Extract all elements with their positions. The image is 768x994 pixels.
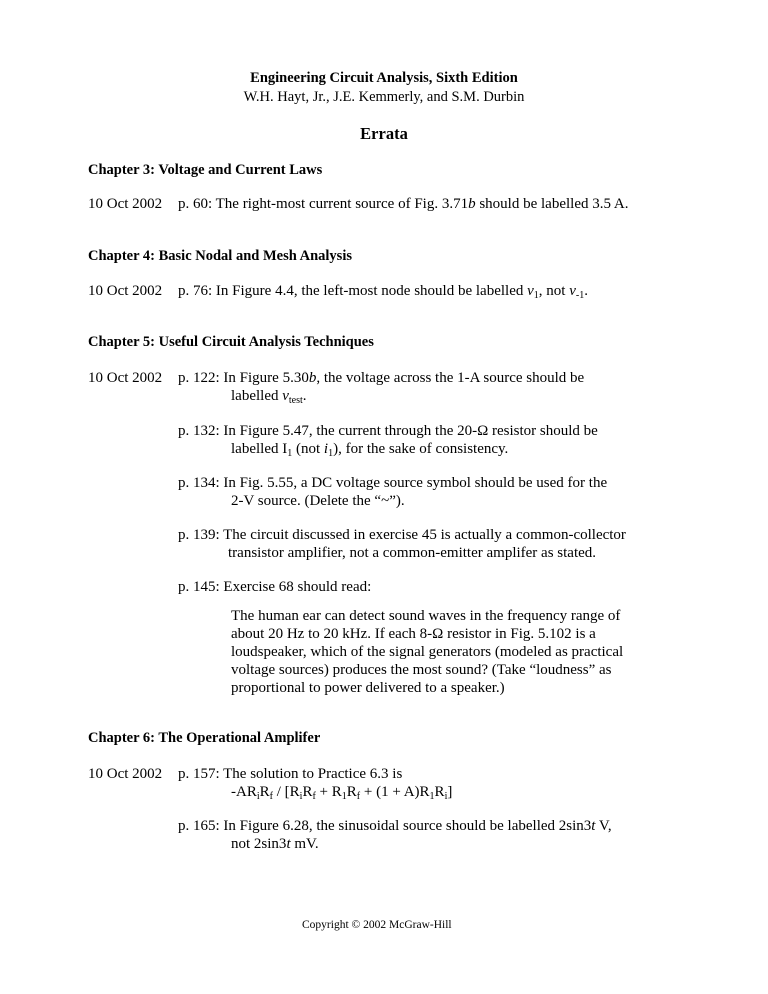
document-title: Engineering Circuit Analysis, Sixth Edition (250, 70, 518, 86)
variable: t (286, 836, 291, 852)
subscript: i (256, 791, 260, 802)
subscript: 1 (287, 448, 293, 459)
exercise-68-line-4: voltage sources) produces the most sound? (Take “loudness” as (231, 662, 612, 678)
ch6-date: 10 Oct 2002 (88, 766, 163, 782)
subscript: i (299, 791, 303, 802)
chapter-3-heading: Chapter 3: Voltage and Current Laws (88, 162, 323, 178)
copyright-footer: Copyright © 2002 McGraw-Hill (302, 919, 452, 931)
text: V, (595, 818, 612, 834)
text: mV. (290, 836, 319, 852)
italic-letter: b (308, 370, 317, 386)
text: . (584, 283, 588, 299)
subscript: i (444, 791, 448, 802)
ch5-erratum-p139-cont: transistor amplifier, not a common-emitter amplifer as stated. (228, 545, 597, 561)
exercise-68-line-5: proportional to power delivered to a speaker.) (231, 680, 505, 696)
practice-6-3-formula (231, 783, 452, 802)
text: / [R (272, 784, 300, 800)
ch5-erratum-p132: p. 132: In Figure 5.47, the current through the 20-Ω resistor should be (178, 423, 598, 439)
ch5-erratum-p122-cont (231, 387, 307, 406)
text: R (259, 784, 270, 800)
ch5-erratum-p122 (178, 369, 584, 388)
ch5-erratum-p145: p. 145: Exercise 68 should read: (178, 579, 372, 595)
subscript: test (288, 395, 303, 406)
chapter-6-heading: Chapter 6: The Operational Amplifer (88, 730, 321, 746)
subscript: f (269, 791, 273, 802)
text: (not (292, 441, 324, 457)
text: , not (538, 283, 570, 299)
text: p. 60: The right-most current source of Fig. 3.71 (178, 196, 469, 212)
text: + (1 + A)R (360, 784, 430, 800)
errata-heading: Errata (360, 124, 408, 143)
text: R (434, 784, 445, 800)
ch5-date: 10 Oct 2002 (88, 370, 163, 386)
exercise-68-line-3: loudspeaker, which of the signal generators (modeled as practical (231, 644, 624, 660)
ch3-erratum-p60 (178, 195, 629, 214)
ch5-erratum-p139: p. 139: The circuit discussed in exercise 45 is actually a common-collector (178, 527, 626, 543)
text: labelled I (231, 441, 288, 457)
text: R (302, 784, 313, 800)
ch3-date: 10 Oct 2002 (88, 196, 163, 212)
ch6-erratum-p157: p. 157: The solution to Practice 6.3 is (178, 766, 403, 782)
ch5-erratum-p134: p. 134: In Fig. 5.55, a DC voltage source symbol should be used for the (178, 475, 608, 491)
text: + R (315, 784, 342, 800)
text: ), for the sake of consistency. (333, 441, 509, 457)
chapter-4-heading: Chapter 4: Basic Nodal and Mesh Analysis (88, 248, 352, 264)
subscript: f (356, 791, 361, 802)
variable: v (569, 283, 576, 299)
exercise-68-line-2: about 20 Hz to 20 kHz. If each 8-Ω resistor in Fig. 5.102 is a (231, 626, 596, 642)
text: R (346, 784, 357, 800)
subscript: 1 (533, 290, 539, 301)
text: -AR (231, 784, 257, 800)
subscript: f (312, 791, 316, 802)
text: p. 76: In Figure 4.4, the left-most node should be labelled (178, 283, 528, 299)
ch4-erratum-p76 (178, 282, 588, 301)
ch5-erratum-p132-cont (231, 440, 508, 459)
subscript: -1 (575, 290, 585, 301)
document-authors: W.H. Hayt, Jr., J.E. Kemmerly, and S.M. Durbin (243, 89, 525, 105)
ch5-erratum-p134-cont: 2-V source. (Delete the “~”). (231, 493, 405, 509)
text: p. 122: In Figure 5.30 (178, 370, 309, 386)
text: , the voltage across the 1-A source should be (316, 370, 585, 386)
text: p. 165: In Figure 6.28, the sinusoidal source should be labelled 2sin3 (178, 818, 592, 834)
ch6-erratum-p165-cont (231, 835, 319, 854)
subscript: 1 (328, 448, 334, 459)
variable: t (591, 818, 596, 834)
variable: v (282, 388, 289, 404)
text: not 2sin3 (231, 836, 287, 852)
text: ] (447, 784, 453, 800)
text: . (302, 388, 307, 404)
subscript: 1 (341, 791, 347, 802)
subscript: 1 (429, 791, 435, 802)
variable: i (323, 441, 329, 457)
exercise-68-line-1: The human ear can detect sound waves in the frequency range of (231, 608, 621, 624)
chapter-5-heading: Chapter 5: Useful Circuit Analysis Techniques (88, 334, 374, 350)
text: should be labelled 3.5 A. (475, 196, 629, 212)
ch6-erratum-p165 (178, 817, 612, 836)
variable: v (527, 283, 534, 299)
italic-letter: b (468, 196, 476, 212)
ch4-date: 10 Oct 2002 (88, 283, 163, 299)
text: labelled (231, 388, 283, 404)
